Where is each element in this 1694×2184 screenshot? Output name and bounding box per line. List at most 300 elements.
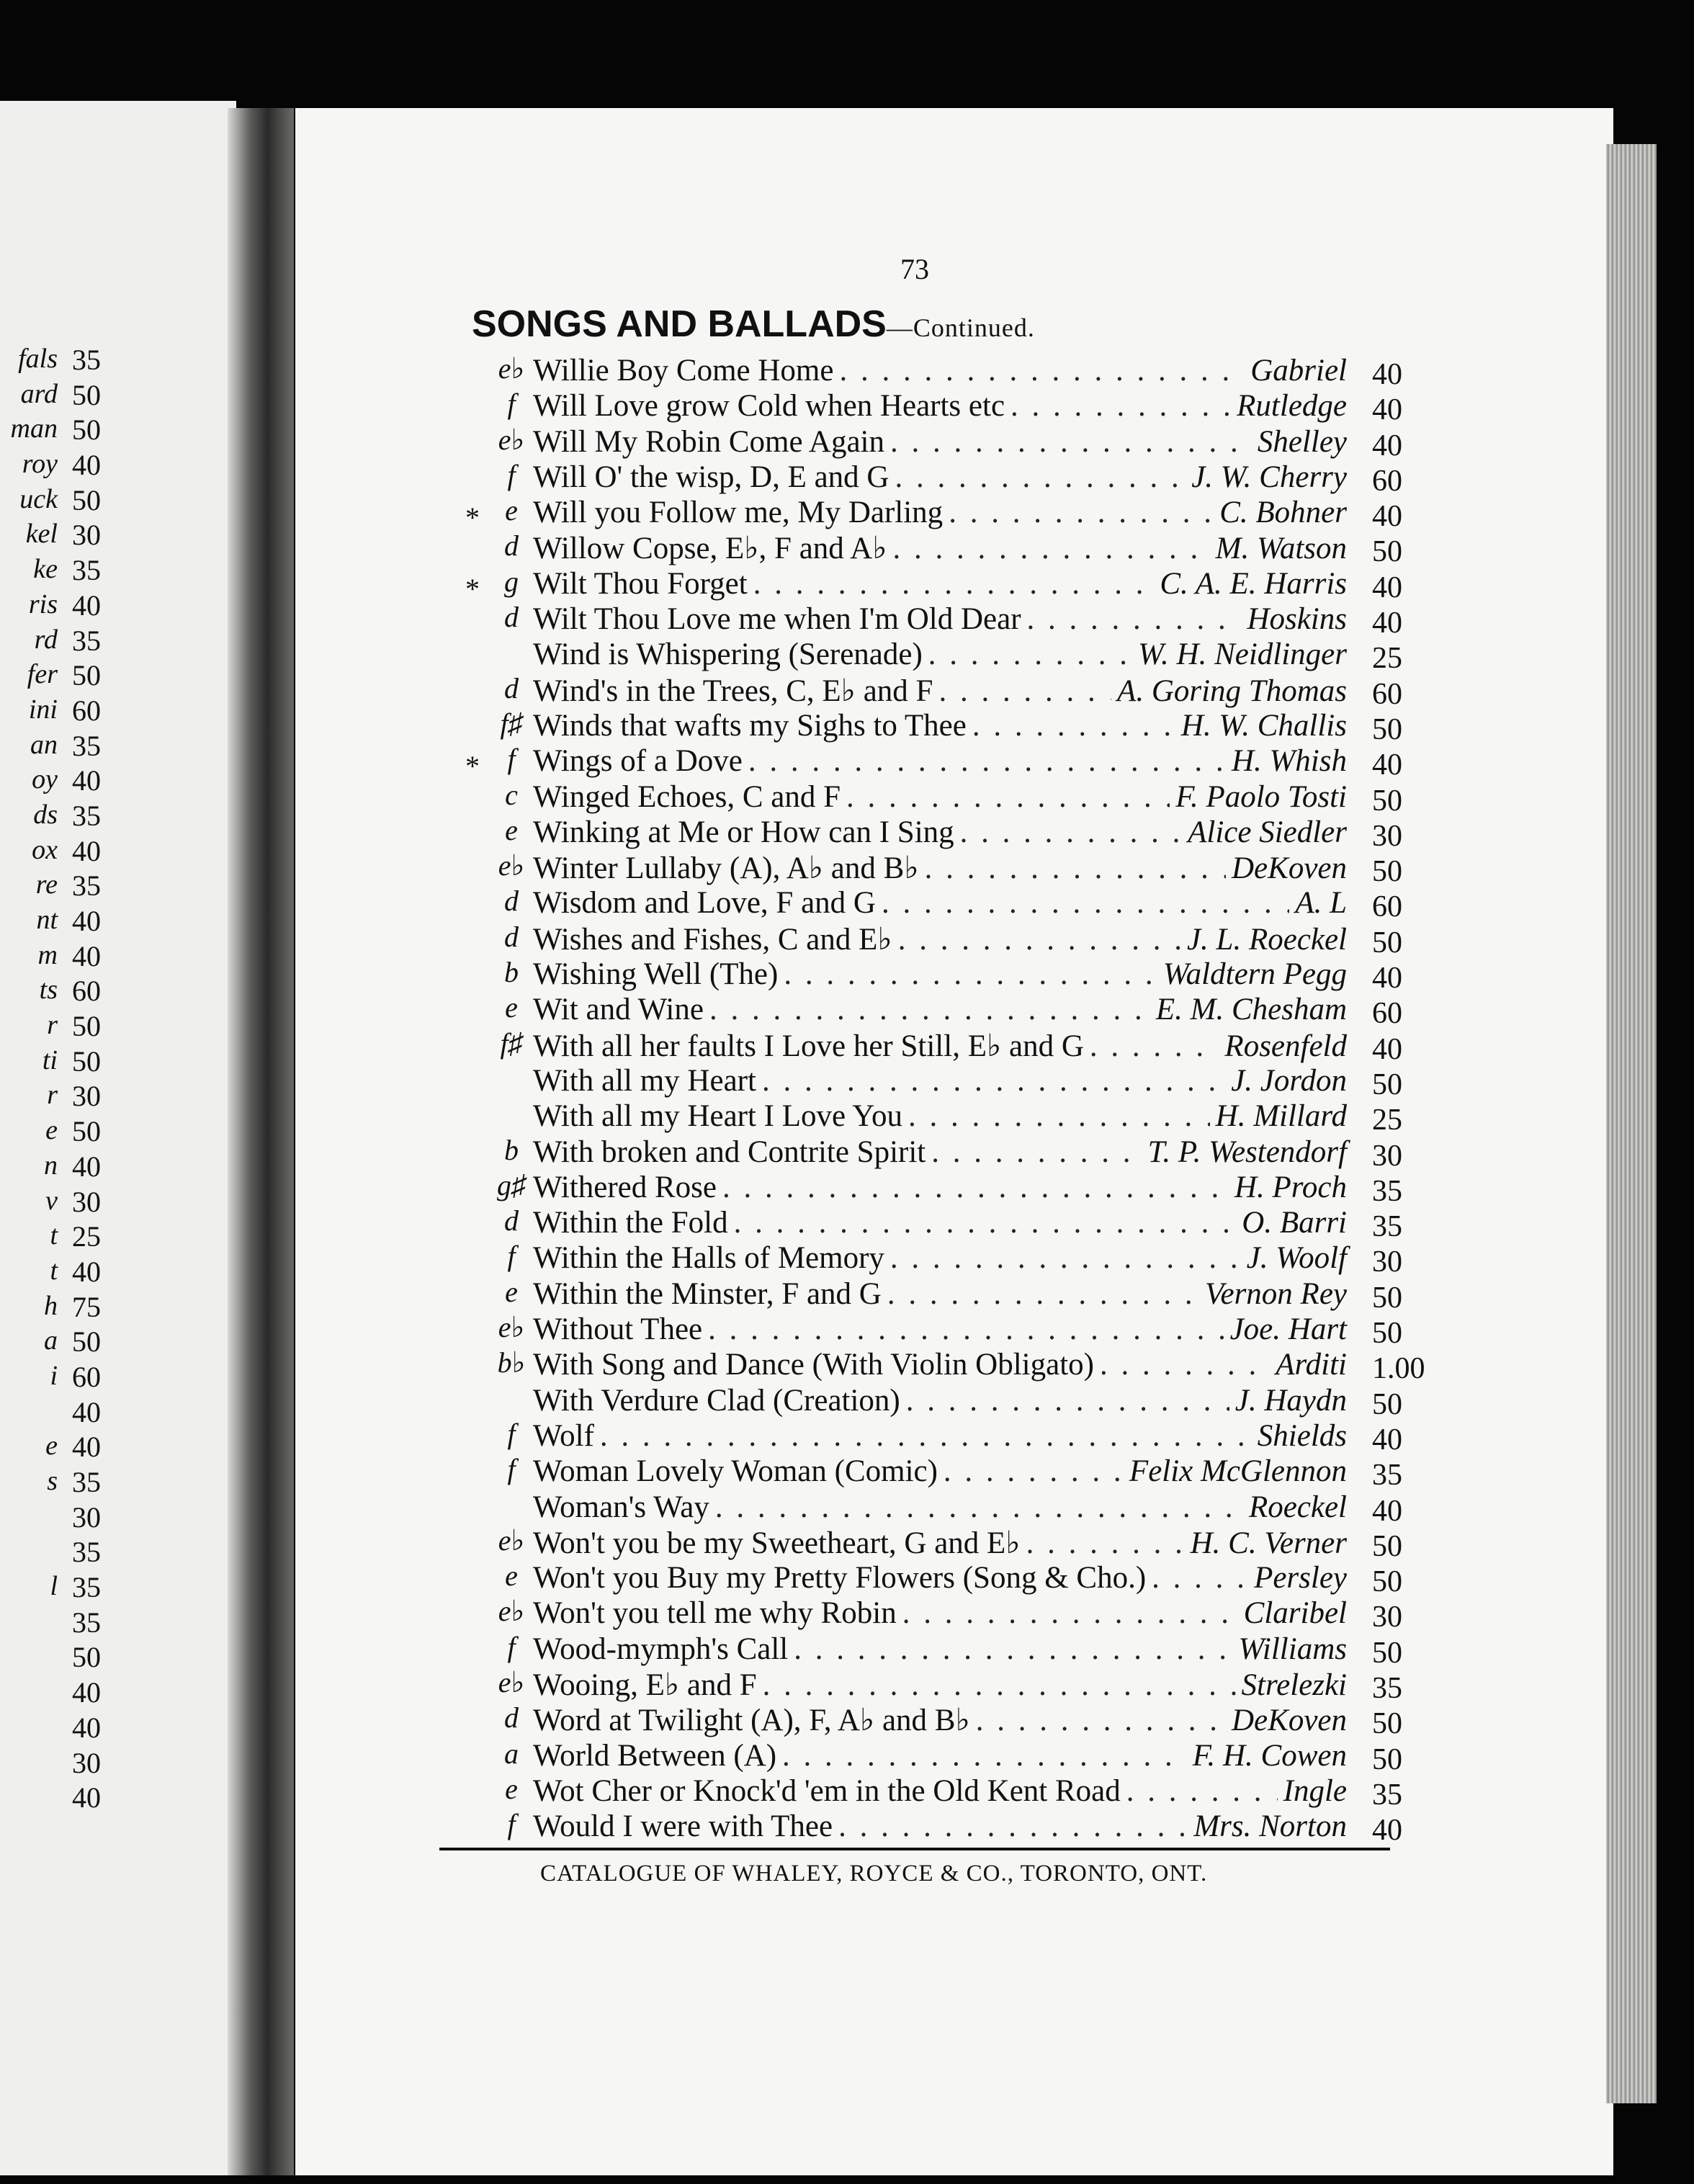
composer-name: W. H. Neidlinger (1138, 637, 1347, 672)
song-title: Woman Lovely Woman (Comic) (533, 1454, 938, 1489)
dot-leader (1100, 1347, 1270, 1382)
left-page-price: 40 (72, 449, 101, 482)
left-page-price: 35 (72, 729, 101, 762)
entry-line (533, 1170, 1347, 1205)
left-page-price: 40 (72, 588, 101, 622)
left-page-fragment: ke (33, 554, 58, 585)
entry-line (533, 1276, 1347, 1312)
left-page-price: 50 (72, 413, 101, 447)
song-entry (0, 1346, 1694, 1386)
voice-range-letter: f (507, 388, 516, 421)
composer-name: Shelley (1257, 424, 1347, 459)
composer-name: Persley (1254, 1561, 1347, 1596)
song-price: 50 (1372, 855, 1402, 889)
composer-name: J. Haydn (1234, 1383, 1347, 1418)
entry-line (533, 1809, 1347, 1844)
song-entry (0, 1383, 1694, 1421)
song-price: 50 (1372, 926, 1402, 959)
left-page-fragment: re (35, 869, 58, 900)
song-entry (0, 565, 1694, 605)
song-entry (0, 1275, 1694, 1315)
song-title: Winged Echoes, C and F (533, 779, 841, 814)
left-page-price: 75 (72, 1290, 101, 1323)
dot-leader (938, 673, 1111, 709)
composer-name: Hoskins (1247, 602, 1347, 637)
dot-leader (846, 779, 1170, 815)
song-entry (0, 1240, 1694, 1279)
left-page-price: 40 (72, 764, 101, 797)
left-page-fragment: a (44, 1325, 58, 1356)
song-title: Word at Twilight (A), F, A♭ and B♭ (533, 1704, 970, 1738)
voice-range-letter: g♯ (497, 1168, 526, 1201)
entry-line (533, 1632, 1347, 1667)
left-page-price: 35 (72, 1466, 101, 1498)
left-page-fragment: ox (32, 834, 58, 865)
composer-name: F. H. Cowen (1192, 1738, 1347, 1773)
left-page-price: 30 (72, 1746, 101, 1779)
left-page-price: 50 (72, 659, 101, 692)
left-page-price: 40 (72, 1395, 101, 1428)
song-entry (0, 388, 1694, 427)
voice-range-letter: f (507, 458, 516, 491)
left-page-price: 35 (72, 624, 101, 657)
left-page-fragment: ts (39, 975, 58, 1006)
left-page-fragment: ris (28, 588, 58, 619)
dot-leader (902, 1596, 1238, 1631)
left-page-price: 40 (72, 1711, 101, 1744)
dot-leader (890, 424, 1252, 460)
left-page-fragment: ini (28, 694, 58, 725)
left-page-fragment: m (37, 939, 58, 970)
voice-range-letter: f (507, 1417, 516, 1450)
dot-leader (722, 1170, 1229, 1205)
left-page-price: 50 (72, 378, 101, 411)
dot-leader (838, 1809, 1188, 1844)
voice-range-letter: e♭ (498, 849, 525, 882)
song-price: 50 (1372, 1281, 1402, 1315)
song-price: 50 (1372, 1636, 1402, 1670)
dot-leader (1027, 601, 1242, 637)
composer-name: Strelezki (1241, 1668, 1347, 1702)
song-price: 40 (1372, 393, 1402, 427)
dot-leader (1010, 388, 1231, 424)
song-title: Would I were with Thee (533, 1809, 833, 1844)
composer-name: Felix McGlennon (1129, 1454, 1347, 1489)
asterisk-marker: * (465, 572, 480, 605)
left-page-price: 40 (72, 1781, 101, 1814)
dot-leader (794, 1632, 1232, 1667)
dot-leader (600, 1418, 1252, 1454)
song-price: 40 (1372, 570, 1402, 604)
song-entry (0, 921, 1694, 957)
song-price: 25 (1372, 1104, 1402, 1137)
song-price: 30 (1372, 819, 1402, 853)
left-page-fragment: man (10, 413, 58, 444)
song-title: Will you Follow me, My Darling (533, 496, 944, 530)
song-title: Wot Cher or Knock'd 'em in the Old Kent Road (533, 1773, 1121, 1808)
voice-range-letter: f (507, 743, 516, 776)
song-title: Within the Fold (533, 1206, 728, 1240)
left-page-price: 35 (72, 1536, 101, 1569)
composer-name: J. Woolf (1246, 1241, 1347, 1276)
composer-name: H. W. Challis (1180, 708, 1347, 743)
composer-name: M. Watson (1215, 532, 1347, 566)
left-page-fragment: l (50, 1571, 58, 1602)
voice-range-letter: e (505, 991, 518, 1024)
voice-range-letter: d (504, 1204, 519, 1238)
dot-leader (734, 1205, 1237, 1240)
song-title: Within the Minster, F and G (533, 1276, 882, 1311)
dot-leader (753, 566, 1155, 601)
left-page-fragment: e (45, 1115, 58, 1146)
left-page-price: 30 (72, 519, 101, 552)
song-title: Wit and Wine (533, 993, 704, 1027)
song-price: 35 (1372, 1459, 1402, 1492)
voice-range-letter: f♯ (500, 1026, 523, 1060)
entry-line (533, 1773, 1347, 1809)
left-page-price: 50 (72, 1641, 101, 1674)
dot-leader (882, 885, 1289, 921)
song-title: Wings of a Dove (533, 744, 743, 779)
song-price: 35 (1372, 1174, 1402, 1208)
song-title: With all my Heart (533, 1063, 756, 1098)
song-price: 60 (1372, 464, 1402, 498)
song-entry (0, 1168, 1694, 1208)
dot-leader (839, 353, 1245, 388)
left-page-price: 35 (72, 869, 101, 903)
left-page-price: 50 (72, 1010, 101, 1043)
composer-name: Arditi (1276, 1348, 1347, 1382)
song-entry (0, 1737, 1694, 1776)
dot-leader (972, 708, 1175, 743)
asterisk-marker: * (465, 501, 480, 534)
heading-title: SONGS AND BALLADS (472, 303, 887, 345)
song-entry (0, 1595, 1694, 1634)
song-title: With all my Heart I Love You (533, 1099, 902, 1134)
dot-leader (709, 992, 1150, 1027)
left-page-price: 35 (72, 1606, 101, 1639)
composer-name: Joe. Hart (1229, 1312, 1347, 1347)
voice-range-letter: e♭ (498, 1311, 525, 1344)
left-page-fragment: i (50, 1360, 58, 1391)
song-price: 30 (1372, 1245, 1402, 1279)
entry-line (533, 1312, 1347, 1347)
song-price: 60 (1372, 997, 1402, 1031)
composer-name: H. C. Verner (1190, 1526, 1347, 1560)
dot-leader (763, 1668, 1236, 1703)
song-title: With all her faults I Love her Still, E♭ and G (533, 1029, 1084, 1063)
entry-line (533, 1028, 1347, 1064)
left-page-fragment: roy (22, 449, 58, 480)
voice-range-letter: f (507, 1240, 516, 1273)
composer-name: O. Barri (1242, 1206, 1347, 1240)
voice-range-letter: b (504, 1133, 519, 1166)
song-price: 40 (1372, 500, 1402, 534)
composer-name: H. Millard (1215, 1099, 1347, 1134)
voice-range-letter: d (504, 920, 519, 953)
song-price: 40 (1372, 1814, 1402, 1848)
song-title: World Between (A) (533, 1738, 777, 1773)
composer-name: Gabriel (1250, 354, 1347, 388)
entry-line (533, 1702, 1347, 1738)
voice-range-letter: d (504, 601, 519, 634)
song-title: Will O' the wisp, D, E and G (533, 460, 889, 494)
song-title: Willie Boy Come Home (533, 354, 834, 388)
song-entry (0, 458, 1694, 498)
song-price: 40 (1372, 1423, 1402, 1456)
dot-leader (976, 1703, 1226, 1738)
voice-range-letter: a (504, 1737, 519, 1770)
left-page-price: 60 (72, 1360, 101, 1393)
song-price: 40 (1372, 607, 1402, 640)
song-title: Withered Rose (533, 1170, 717, 1204)
left-page-fragment: s (47, 1466, 58, 1496)
dot-leader (1090, 1029, 1219, 1064)
left-page-fragment: nt (36, 905, 58, 935)
song-title: Will My Robin Come Again (533, 424, 884, 459)
song-entry (0, 1772, 1694, 1812)
entry-line (533, 601, 1347, 637)
composer-name: H. Proch (1234, 1170, 1347, 1204)
left-page-price: 50 (72, 1044, 101, 1078)
song-entry (0, 1063, 1694, 1101)
left-page-fragment: fer (27, 659, 58, 690)
entry-line (533, 779, 1347, 815)
left-page-fragment: rd (34, 624, 58, 655)
left-page-price: 30 (72, 1080, 101, 1113)
left-page-price: 40 (72, 939, 101, 972)
song-entry (0, 1808, 1694, 1848)
entry-line (533, 1383, 1347, 1418)
left-page-fragment: e (45, 1431, 58, 1462)
voice-range-letter: f♯ (500, 707, 523, 740)
entry-line (533, 1738, 1347, 1773)
composer-name: Mrs. Norton (1193, 1809, 1347, 1844)
song-price: 40 (1372, 429, 1402, 462)
composer-name: C. Bohner (1219, 496, 1347, 530)
left-page-fragment: v (45, 1185, 58, 1216)
song-price: 50 (1372, 1742, 1402, 1776)
composer-name: C. A. E. Harris (1160, 566, 1347, 601)
composer-name: J. Jordon (1231, 1063, 1347, 1098)
composer-name: Vernon Rey (1204, 1276, 1347, 1311)
composer-name: Ingle (1283, 1773, 1347, 1808)
dot-leader (1126, 1773, 1278, 1809)
entry-line (533, 1667, 1347, 1703)
left-page-price: 40 (72, 1255, 101, 1288)
song-price: 50 (1372, 1565, 1402, 1599)
voice-range-letter: d (504, 671, 519, 704)
entry-line (533, 424, 1347, 460)
dot-leader (782, 1738, 1187, 1773)
song-entry (0, 1701, 1694, 1741)
song-title: Without Thee (533, 1312, 703, 1347)
song-entry (0, 885, 1694, 924)
catalogue-footer: CATALOGUE OF WHALEY, ROYCE & CO., TORONTO, ONT. (540, 1861, 1208, 1887)
voice-range-letter: b♭ (497, 1346, 526, 1379)
song-title: Wilt Thou Love me when I'm Old Dear (533, 602, 1021, 637)
composer-name: DeKoven (1232, 1704, 1347, 1738)
entry-line (533, 1525, 1347, 1561)
entry-line (533, 1560, 1347, 1596)
song-price: 60 (1372, 890, 1402, 924)
song-entry (0, 1665, 1694, 1705)
song-price: 50 (1372, 712, 1402, 746)
song-title: Woman's Way (533, 1490, 709, 1524)
song-entry (0, 1204, 1694, 1244)
entry-line (533, 1205, 1347, 1240)
entry-line (533, 388, 1347, 424)
song-title: Won't you Buy my Pretty Flowers (Song & Cho.) (533, 1561, 1147, 1596)
composer-name: Rutledge (1237, 389, 1347, 424)
left-page-price: 35 (72, 554, 101, 587)
dot-leader (893, 531, 1210, 566)
song-entry (0, 494, 1694, 534)
left-page-price: 25 (72, 1220, 101, 1253)
entry-line (533, 673, 1347, 709)
song-price: 50 (1372, 1317, 1402, 1351)
song-title: With Song and Dance (With Violin Obligato) (533, 1348, 1094, 1382)
entry-line (533, 743, 1347, 779)
section-heading (472, 303, 1035, 346)
dot-leader (931, 1134, 1142, 1170)
entry-line (533, 495, 1347, 530)
composer-name: Roeckel (1248, 1490, 1347, 1524)
left-page-fragment: ard (20, 378, 58, 409)
left-page-fragment: ds (33, 799, 58, 830)
asterisk-marker: * (465, 750, 480, 783)
left-page-price: 50 (72, 1115, 101, 1148)
composer-name: E. M. Chesham (1155, 993, 1347, 1027)
song-entry (0, 424, 1694, 460)
left-page-price: 50 (72, 1325, 101, 1359)
song-price: 30 (1372, 1601, 1402, 1634)
left-page-price: 35 (72, 344, 101, 376)
dot-leader (762, 1063, 1225, 1098)
song-price: 40 (1372, 358, 1402, 391)
composer-name: F. Paolo Tosti (1175, 779, 1347, 814)
voice-range-letter: f (507, 1630, 516, 1663)
voice-range-letter: e (505, 494, 518, 527)
left-page-fragment: r (47, 1080, 58, 1111)
dot-leader (708, 1312, 1224, 1347)
left-page-price: 40 (72, 1431, 101, 1464)
composer-name: DeKoven (1232, 851, 1347, 886)
song-entry (0, 1559, 1694, 1599)
left-page-price: 40 (72, 1150, 101, 1183)
left-page-fragment: fals (18, 344, 58, 374)
dot-leader (1152, 1560, 1248, 1596)
dot-leader (890, 1240, 1241, 1276)
song-title: Willow Copse, E♭, F and A♭ (533, 532, 887, 566)
song-price: 40 (1372, 748, 1402, 782)
dot-leader (925, 851, 1226, 886)
left-page-price: 40 (72, 834, 101, 867)
voice-range-letter: e (505, 1275, 518, 1308)
entry-line (533, 885, 1347, 921)
entry-line (533, 957, 1347, 992)
song-entry (0, 1490, 1694, 1528)
voice-range-letter: e (505, 1772, 518, 1805)
entry-line (533, 921, 1347, 957)
left-page-fragment: ti (42, 1044, 58, 1075)
song-entry (0, 352, 1694, 391)
song-title: Wind is Whispering (Serenade) (533, 637, 923, 672)
dot-leader (960, 815, 1182, 850)
voice-range-letter: b (504, 956, 519, 989)
dot-leader (949, 495, 1214, 530)
entry-line (533, 566, 1347, 601)
song-title: Wind's in the Trees, C, E♭ and F (533, 673, 933, 708)
voice-range-letter: g (504, 565, 519, 598)
song-entry (0, 1133, 1694, 1173)
entry-line (533, 1418, 1347, 1454)
dot-leader (715, 1490, 1243, 1525)
voice-range-letter: d (504, 1701, 519, 1735)
entry-line (533, 815, 1347, 850)
song-price: 50 (1372, 784, 1402, 818)
entry-line (533, 460, 1347, 495)
song-price: 1.00 (1372, 1352, 1425, 1386)
voice-range-letter: d (504, 885, 519, 918)
voice-range-letter: e♭ (498, 1523, 525, 1557)
left-page-fragment: t (50, 1220, 58, 1251)
left-page-price: 40 (72, 905, 101, 937)
composer-name: Shields (1257, 1418, 1347, 1453)
entry-line (533, 850, 1347, 886)
song-price: 35 (1372, 1778, 1402, 1812)
voice-range-letter: e♭ (498, 1595, 525, 1628)
entry-line (533, 992, 1347, 1027)
voice-range-letter: d (504, 529, 519, 563)
left-page-price: 30 (72, 1500, 101, 1534)
song-title: With broken and Contrite Spirit (533, 1134, 926, 1169)
entry-line (533, 1063, 1347, 1098)
voice-range-letter: e (505, 813, 518, 846)
left-page-price: 35 (72, 799, 101, 832)
dot-leader (748, 743, 1226, 779)
song-title: Wilt Thou Forget (533, 566, 748, 601)
composer-name: J. L. Roeckel (1186, 922, 1347, 957)
dot-leader (895, 460, 1186, 495)
composer-name: H. Whish (1231, 744, 1347, 779)
voice-range-letter: f (507, 1808, 516, 1841)
song-entry (0, 1630, 1694, 1670)
left-page-price: 35 (72, 1571, 101, 1604)
song-title: With Verdure Clad (Creation) (533, 1383, 900, 1418)
left-page-fragment: t (50, 1255, 58, 1286)
left-page-price: 60 (72, 694, 101, 727)
song-price: 60 (1372, 677, 1402, 711)
song-list (0, 352, 1694, 1848)
song-title: Winds that wafts my Sighs to Thee (533, 708, 967, 743)
left-page-fragment: h (44, 1290, 58, 1321)
song-title: Wolf (533, 1418, 594, 1453)
song-title: Will Love grow Cold when Hearts etc (533, 389, 1005, 424)
song-title: Wishing Well (The) (533, 957, 779, 992)
dot-leader (944, 1454, 1124, 1489)
composer-name: Alice Siedler (1188, 815, 1347, 849)
song-price: 35 (1372, 1210, 1402, 1244)
left-page-fragment: oy (32, 764, 58, 795)
heading-continued: —Continued. (886, 313, 1035, 342)
left-page-fragment: uck (19, 483, 58, 514)
footer-rule (439, 1848, 1390, 1850)
entry-line (533, 530, 1347, 566)
song-title: Within the Halls of Memory (533, 1241, 884, 1276)
composer-name: T. P. Westendorf (1147, 1134, 1347, 1169)
left-page-fragment: an (30, 729, 58, 760)
